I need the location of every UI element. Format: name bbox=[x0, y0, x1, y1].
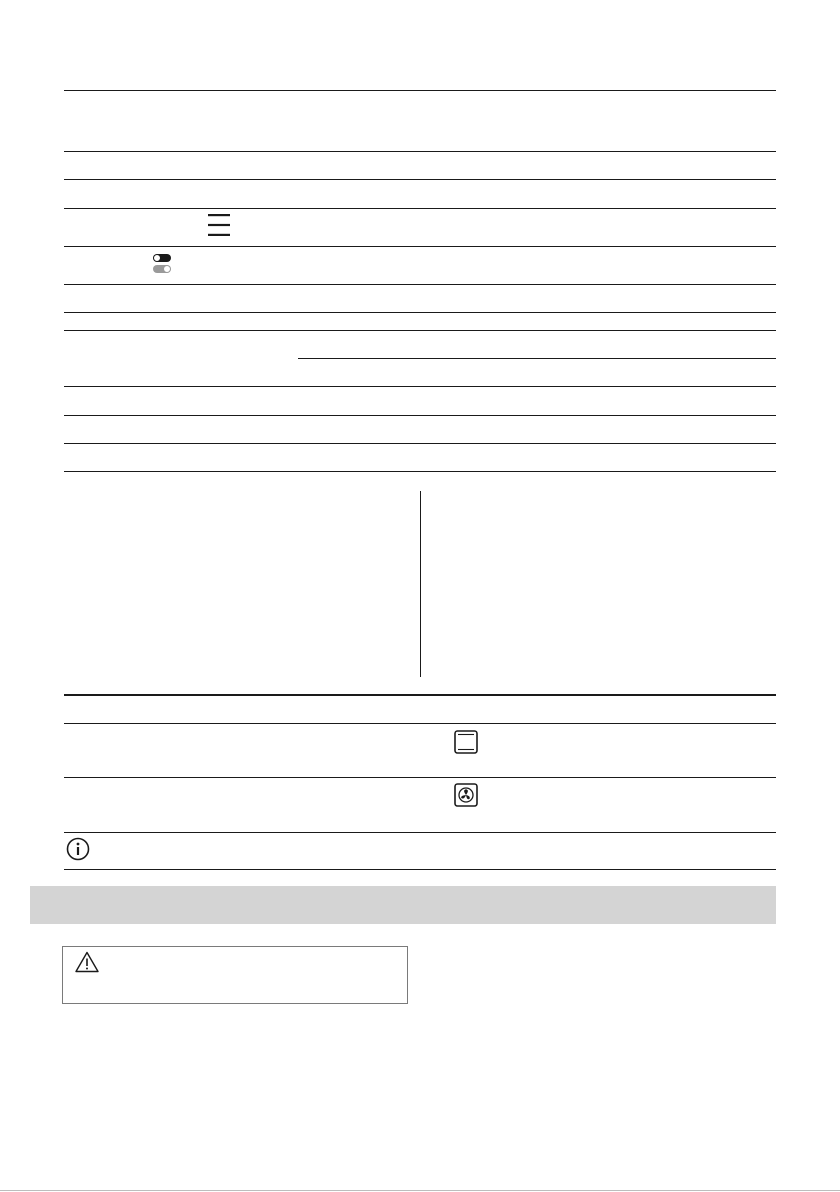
table-row-divider bbox=[64, 777, 776, 778]
table-bottom-rule bbox=[64, 869, 776, 870]
table-row-divider bbox=[64, 179, 776, 180]
column-divider bbox=[420, 491, 421, 677]
table-row-divider bbox=[64, 151, 776, 152]
menu-icon bbox=[207, 213, 231, 237]
oven-conventional-heat-icon bbox=[454, 730, 478, 754]
info-icon bbox=[66, 837, 90, 861]
page-bottom-edge bbox=[0, 1190, 840, 1191]
table-row-divider bbox=[64, 832, 776, 833]
warning-box bbox=[62, 946, 408, 1004]
oven-fan-icon bbox=[454, 783, 478, 807]
table-row-divider bbox=[64, 312, 776, 313]
section-heading-band bbox=[30, 886, 776, 924]
warning-triangle-icon bbox=[75, 951, 99, 973]
table-top-rule bbox=[64, 90, 776, 91]
table-bottom-rule bbox=[64, 471, 776, 472]
toggle-switch-icon bbox=[152, 253, 174, 275]
table-row-divider bbox=[64, 415, 776, 416]
table-row-divider bbox=[64, 208, 776, 209]
table-row-divider bbox=[64, 284, 776, 285]
lower-table-top-rule bbox=[64, 694, 776, 696]
table-subrow-divider bbox=[298, 358, 776, 359]
table-row-divider bbox=[64, 723, 776, 724]
table-row-divider bbox=[64, 246, 776, 247]
table-row-divider bbox=[64, 330, 776, 331]
table-row-divider bbox=[64, 443, 776, 444]
table-row-divider bbox=[64, 386, 776, 387]
